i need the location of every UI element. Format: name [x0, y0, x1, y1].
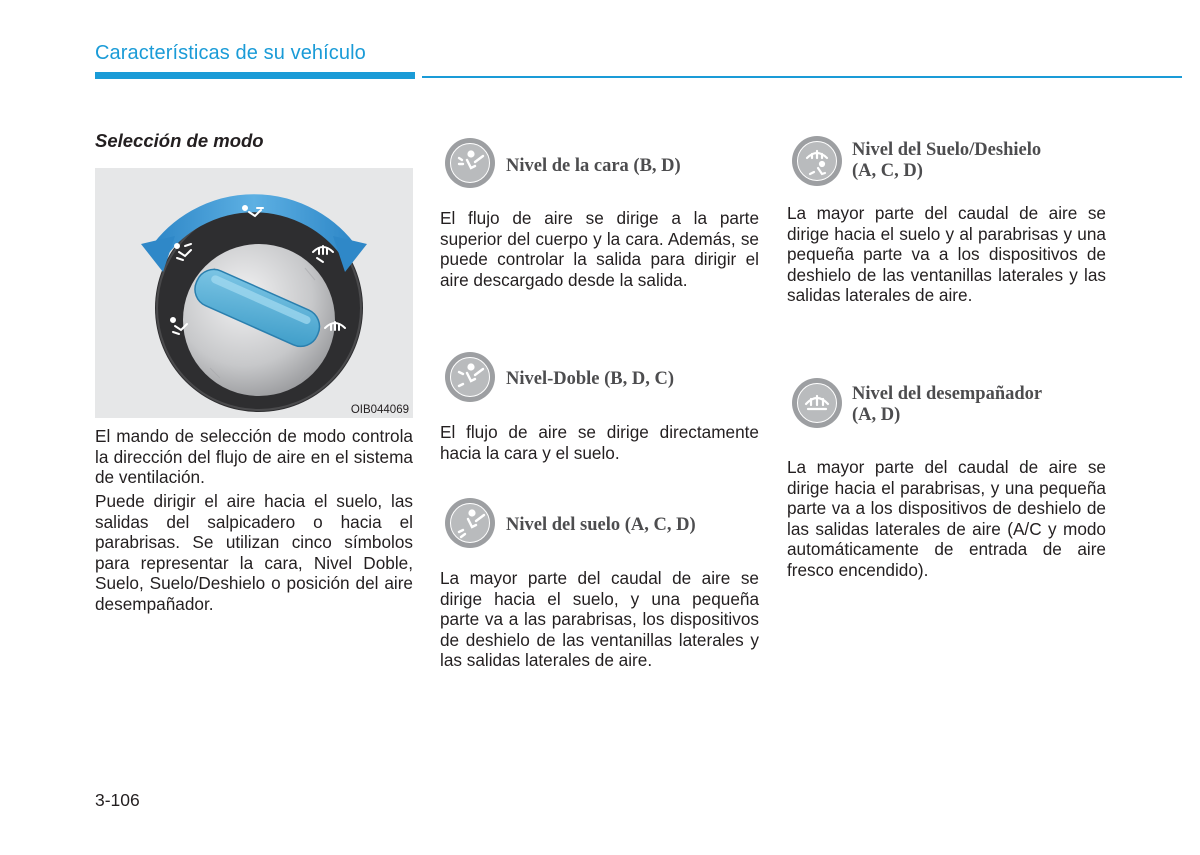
- floor-defrost-title-line1: Nivel del Suelo/Deshielo: [852, 140, 1042, 160]
- floor-defrost-mode-text: La mayor parte del caudal de aire se dirige hacia el suelo y al parabrisas y una pequeña parte va a los dispositivos de deshielo de las ventanillas laterales y las salidas laterales de aire.: [787, 203, 1106, 306]
- floor-mode-text: La mayor parte del caudal de aire se dirige hacia el suelo, y una pequeña parte va a las parabrisas, los dispositivos de deshielo de las ventanillas laterales y las salidas laterales de aire.: [440, 568, 759, 671]
- face-mode-title: Nivel de la cara (B, D): [506, 156, 681, 176]
- section-title: Selección de modo: [95, 130, 264, 151]
- mode-knob-figure: [95, 168, 413, 418]
- mode-knob-illustration: [95, 168, 413, 418]
- floor-vent-icon: [445, 498, 495, 548]
- header-rule-thin: [422, 76, 1182, 78]
- running-header: Características de su vehículo: [95, 42, 366, 64]
- defrost-title-line1: Nivel del desempañador: [852, 384, 1043, 404]
- defrost-title-line2: (A, D): [852, 405, 901, 425]
- page-number: 3-106: [95, 790, 140, 810]
- bi-level-icon: [445, 352, 495, 402]
- defrost-icon: [792, 378, 842, 428]
- face-mode-text: El flujo de aire se dirige a la parte superior del cuerpo y la cara. Además, se puede controlar la salida para dirigir el aire descargado desde la salida.: [440, 208, 759, 290]
- face-vent-icon: [445, 138, 495, 188]
- figure-code: OIB044069: [350, 404, 409, 416]
- floor-defrost-icon: [792, 136, 842, 186]
- intro-paragraph-1: El mando de selección de modo controla la dirección del flujo de aire en el sistema de ventilación.: [95, 426, 413, 488]
- defrost-mode-text: La mayor parte del caudal de aire se dirige hacia el parabrisas, y una pequeña parte va a los dispositivos de deshielo de las salidas laterales de aire (A/C y modo automáticamente de entrada de aire fresco encendido).: [787, 457, 1106, 580]
- floor-mode-title: Nivel del suelo (A, C, D): [506, 515, 696, 535]
- intro-paragraph-2: Puede dirigir el aire hacia el suelo, las salidas del salpicadero o hacia el parabrisas. Se utilizan cinco símbolos para representar la cara, Nivel Doble, Suelo, Suelo/Deshielo o posición del aire desempañador.: [95, 491, 413, 614]
- bilevel-mode-title: Nivel-Doble (B, D, C): [506, 369, 675, 389]
- bilevel-mode-text: El flujo de aire se dirige directamente hacia la cara y el suelo.: [440, 422, 759, 463]
- header-rule-thick: [95, 72, 415, 79]
- floor-defrost-title-line2: (A, C, D): [852, 161, 923, 181]
